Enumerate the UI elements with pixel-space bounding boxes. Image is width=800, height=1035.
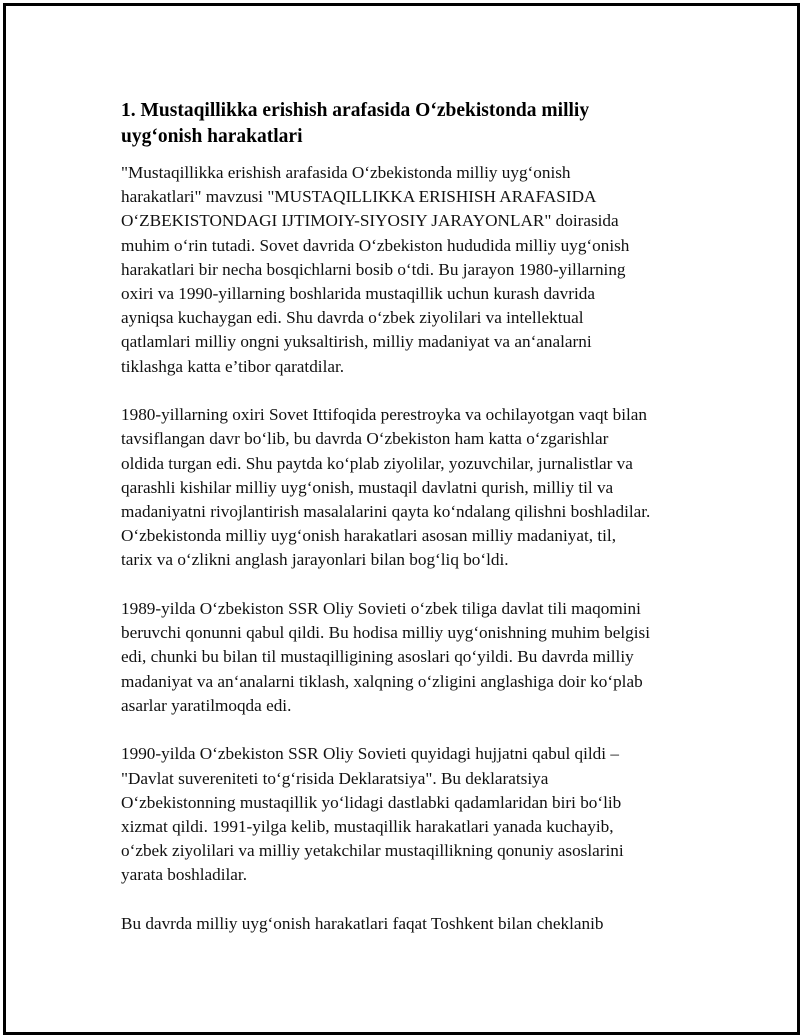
paragraph-1: "Mustaqillikka erishish arafasida O‘zbekistonda milliy uyg‘onish harakatlari" mavzusi "MUSTAQILLIKKA ERISHISH ARAFASIDA O‘ZBEKISTONDAGI IJTIMOIY-SIYOSIY JARAYONLAR" doirasida muhim o‘rin tutadi. Sovet davrida O‘zbekiston hududida milliy uyg‘onish harakatlari bir necha bosqichlarni bosib o‘tdi. Bu jarayon 1980-yillarning oxiri va 1990-yillarning boshlarida mustaqillik uchun kurash davrida ayniqsa kuchaygan edi. Shu davrda o‘zbek ziyolilari va intellektual qatlamlari milliy ongni yuksaltirish, milliy madaniyat va an‘analarni tiklashga katta e’tibor qaratdilar. — [121, 163, 630, 376]
section-heading: 1. Mustaqillikka erishish arafasida O‘zbekistonda milliy uyg‘onish harakatlari — [121, 100, 590, 147]
paragraph-3: 1989-yilda O‘zbekiston SSR Oliy Sovieti o‘zbek tiliga davlat tili maqomini beruvchi qonunni qabul qildi. Bu hodisa milliy uyg‘onishning muhim belgisi edi, chunki bu bilan til mustaqilligining asoslari qo‘yildi. Bu davrda milliy madaniyat va an‘analarni tiklash, xalqning o‘zligini anglashiga doir ko‘plab asarlar yaratilmoqda edi. — [121, 599, 650, 715]
paragraph-5: Bu davrda milliy uyg‘onish harakatlari faqat Toshkent bilan cheklanib — [121, 914, 604, 934]
document-body — [121, 98, 701, 961]
paragraph-2: 1980-yillarning oxiri Sovet Ittifoqida perestroyka va ochilayotgan vaqt bilan tavsiflangan davr bo‘lib, bu davrda O‘zbekiston ham katta o‘zgarishlar oldida turgan edi. Shu paytda ko‘plab ziyolilar, yozuvchilar, jurnalistlar va qarashli kishilar milliy uyg‘onish, mustaqil davlatni qurish, milliy til va madaniyatni rivojlantirish masalalarini qayta ko‘ndalang qilishni boshladilar. O‘zbekistonda milliy uyg‘onish harakatlari asosan milliy madaniyat, til, tarix va o‘zlikni anglash jarayonlari bilan bog‘liq bo‘ldi. — [121, 405, 651, 570]
paragraph-4: 1990-yilda O‘zbekiston SSR Oliy Sovieti quyidagi hujjatni qabul qildi – "Davlat suvereniteti to‘g‘risida Deklaratsiya". Bu deklaratsiya O‘zbekistonning mustaqillik yo‘lidagi dastlabki qadamlaridan biri bo‘lib xizmat qildi. 1991-yilga kelib, mustaqillik harakatlari yanada kuchayib, o‘zbek ziyolilari va milliy yetakchilar mustaqillikning qonuniy asoslarini yarata boshladilar. — [121, 744, 624, 885]
page-frame — [3, 3, 800, 1035]
